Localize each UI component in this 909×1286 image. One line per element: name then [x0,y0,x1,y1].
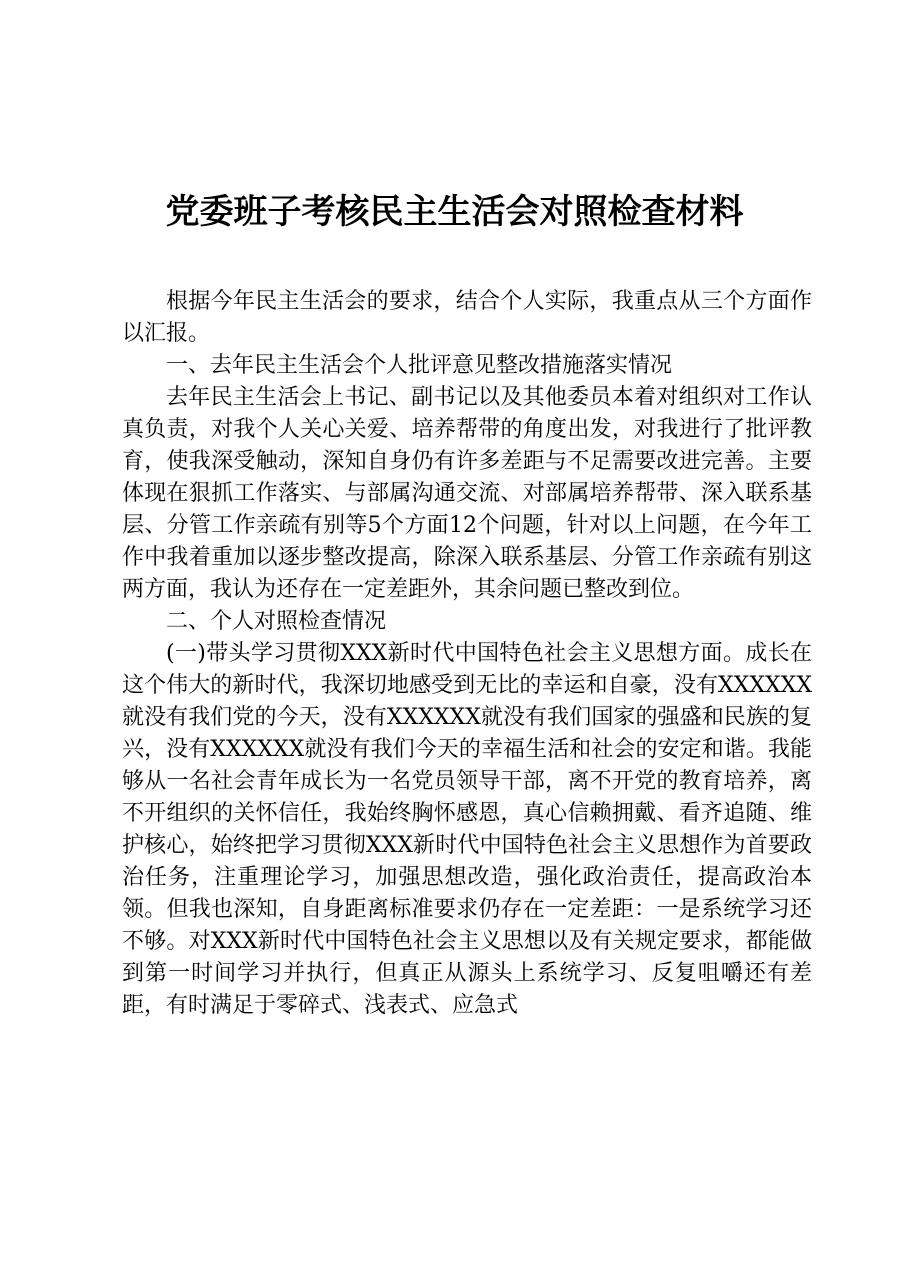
paragraph-section-1: 去年民主生活会上书记、副书记以及其他委员本着对组织对工作认真负责，对我个人关心关爱、培养帮带的角度出发，对我进行了批评教育，使我深受触动，深知自身仍有许多差距与不足需要改进完善。主要体现在狠抓工作落实、与部属沟通交流、对部属培养帮带、深入联系基层、分管工作亲疏有别等5个方面12个问题，针对以上问题，在今年工作中我着重加以逐步整改提高，除深入联系基层、分管工作亲疏有别这两方面，我认为还存在一定差距外，其余问题已整改到位。 [122,385,812,602]
paragraph-intro: 根据今年民主生活会的要求，结合个人实际，我重点从三个方面作以汇报。 [122,289,812,346]
section-heading-2: 二、个人对照检查情况 [166,609,387,634]
document-title: 党委班子考核民主生活会对照检查材料 [165,192,744,232]
document-body [122,286,812,1022]
paragraph-section-2-item-1: (一)带头学习贯彻XXX新时代中国特色社会主义思想方面。成长在这个伟大的新时代，我深切地感受到无比的幸运和自豪，没有XXXXXX就没有我们党的今天，没有XXXXXX就没有我们国家的强盛和民族的复兴，没有XXXXXX就没有我们今天的幸福生活和社会的安定和谐。我能够从一名社会青年成长为一名党员领导干部，离不开党的教育培养，离不开组织的关怀信任，我始终胸怀感恩，真心信赖拥戴、看齐追随、维护核心，始终把学习贯彻XXX新时代中国特色社会主义思想作为首要政治任务，注重理论学习，加强思想改造，强化政治责任，提高政治本领。但我也深知，自身距离标准要求仍存在一定差距：一是系统学习还不够。对XXX新时代中国特色社会主义思想以及有关规定要求，都能做到第一时间学习并执行，但真正从源头上系统学习、反复咀嚼还有差距，有时满足于零碎式、浅表式、应急式 [122,641,812,1018]
section-heading-1: 一、去年民主生活会个人批评意见整改措施落实情况 [166,353,673,378]
